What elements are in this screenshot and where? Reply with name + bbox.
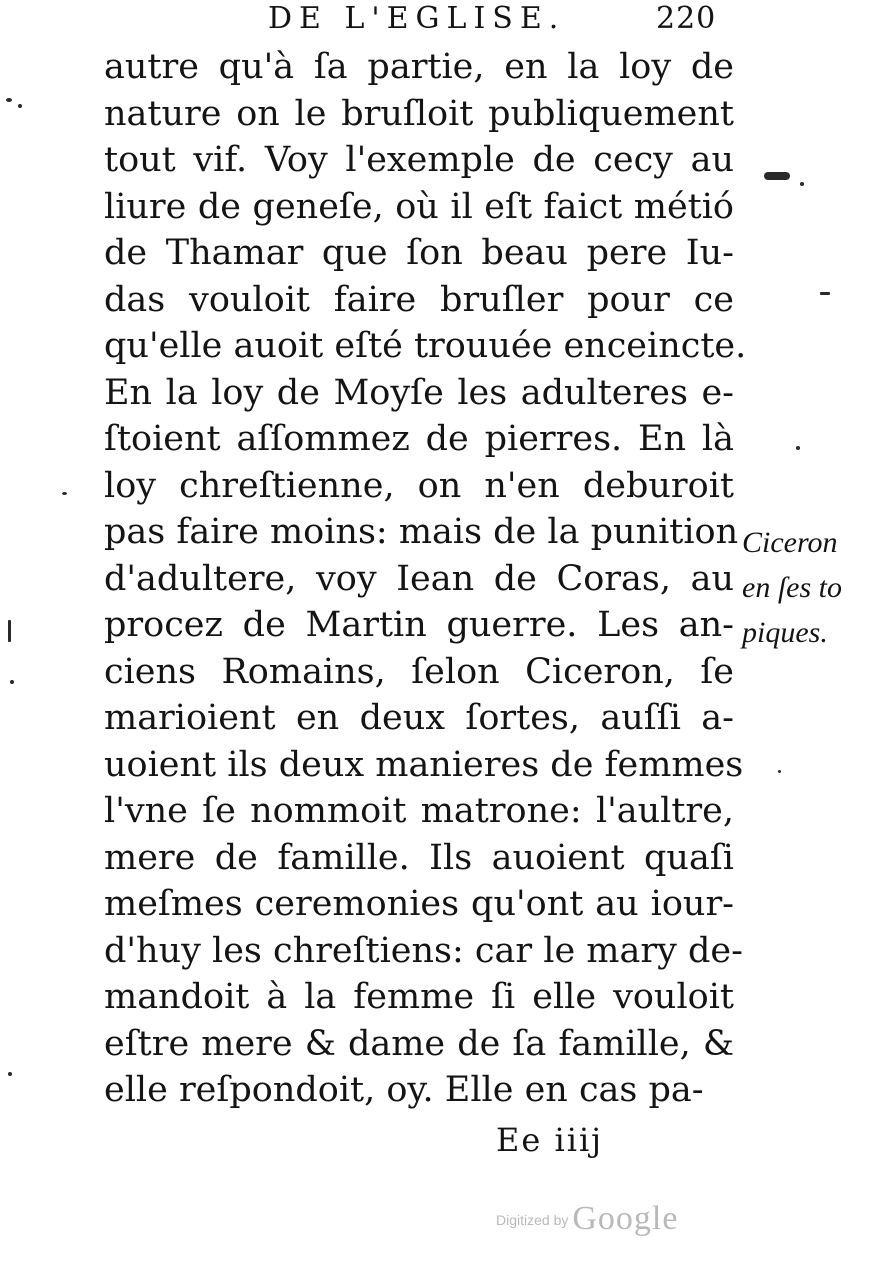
margin-note	[742, 520, 867, 655]
margin-note-line: piques.	[742, 616, 828, 649]
ink-speck	[8, 1072, 12, 1076]
ink-speck	[778, 770, 781, 773]
text-line: qu'elle auoit eſté trouuée enceincte.	[104, 326, 747, 366]
running-head: DE L'EGLISE.	[268, 1, 566, 36]
ink-speck	[800, 182, 804, 186]
text-line: l'vne ſe nommoit matrone: l'aultre,	[104, 791, 734, 831]
watermark-prefix: Digitized by	[496, 1212, 569, 1228]
text-line: autre qu'à ſa partie, en la loy de	[104, 47, 734, 87]
ink-speck	[764, 172, 790, 180]
text-line: loy chreſtienne, on n'en deburoit	[104, 465, 734, 506]
text-line: d'adultere, voy Iean de Coras, au	[104, 558, 734, 599]
text-line: mere de famille. Ils auoient quaſi	[104, 837, 734, 878]
page-number: 220	[656, 1, 717, 36]
ink-speck	[10, 680, 14, 684]
ink-speck	[6, 98, 12, 102]
text-line: de Thamar que ſon beau pere Iu-	[104, 233, 734, 273]
margin-note-line: Ciceron	[742, 526, 838, 559]
google-watermark	[496, 1200, 678, 1238]
text-line: ſtoient aſſommez de pierres. En là	[104, 419, 734, 459]
ink-speck	[62, 492, 67, 495]
text-line: marioient en deux ſortes, auſſi a-	[104, 698, 734, 738]
margin-note-line: en ſes to	[742, 571, 842, 604]
signature-mark: Ee iiij	[496, 1121, 604, 1159]
text-line: tout vif. Voy l'exemple de cecy au	[104, 140, 734, 180]
text-line: nature on le bruſloit publiquement	[104, 93, 734, 134]
text-line: liure de geneſe, où il eſt faict métió	[104, 186, 734, 227]
text-line: mandoit à la femme ſi elle vouloit	[104, 977, 734, 1017]
google-logo: Google	[572, 1200, 679, 1237]
body-text	[104, 44, 747, 1114]
text-line: pas faire moins: mais de la punition	[104, 512, 739, 552]
text-line: elle reſpondoit, oy. Elle en cas pa-	[104, 1070, 704, 1110]
text-line: eſtre mere & dame de ſa famille, &	[104, 1023, 734, 1064]
text-line: ciens Romains, ſelon Ciceron, ſe	[104, 651, 734, 692]
text-line: das vouloit faire bruſler pour ce	[104, 279, 734, 320]
text-line: procez de Martin guerre. Les an-	[104, 605, 734, 645]
text-line: En la loy de Moyſe les adulteres e-	[104, 372, 734, 413]
text-line: meſmes ceremonies qu'ont au iour-	[104, 884, 734, 924]
ink-speck	[820, 292, 830, 295]
ink-speck	[8, 620, 11, 642]
text-line: d'huy les chreſtiens: car le mary de-	[104, 930, 743, 971]
ink-speck	[796, 446, 800, 450]
text-line: uoient ils deux manieres de femmes	[104, 744, 744, 785]
ink-speck	[18, 104, 22, 108]
